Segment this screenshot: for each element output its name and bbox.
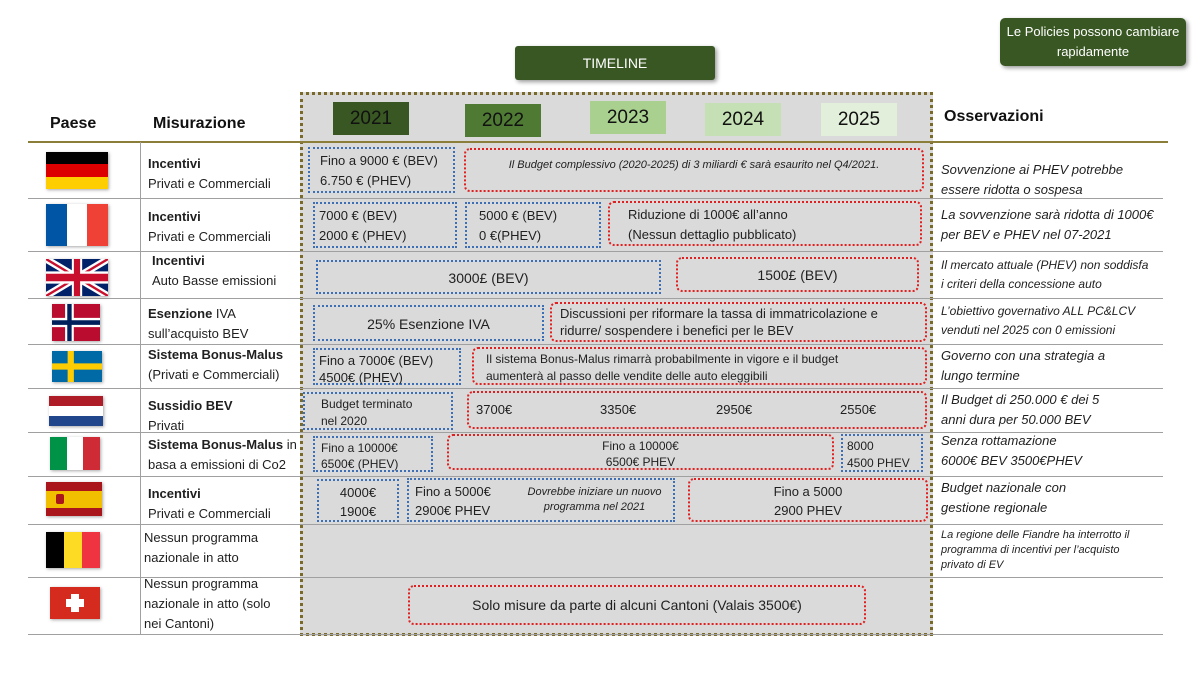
measure-italy (148, 435, 308, 475)
header-country: Paese (50, 115, 97, 132)
cell-text: Riduzione di 1000€ all’anno (628, 207, 788, 222)
measure-text: Nessun programma (144, 530, 259, 545)
cell-spain-2024-2025 (688, 478, 928, 522)
cell-uk-2024-2025 (676, 257, 919, 292)
observation-text: La regione delle Fiandre ha interrotto il (941, 529, 1130, 541)
observation-text: privato di EV (941, 559, 1004, 571)
timeline-label: TIMELINE (515, 46, 715, 80)
year-2021: 2021 (333, 102, 409, 135)
row-divider (28, 298, 1163, 299)
cell-text: aumenterà al passo delle vendite delle auto eleggibili (486, 369, 768, 383)
measure-netherlands (148, 396, 308, 436)
observation-text: La sovvenzione sarà ridotta di 1000€ (941, 207, 1154, 222)
row-divider (28, 524, 1163, 525)
observation-text: i criteri della concessione auto (941, 277, 1102, 291)
year-2025: 2025 (821, 103, 897, 136)
cell-text: Dovrebbe iniziare un nuovo (527, 486, 662, 498)
cell-italy-2025 (841, 434, 923, 472)
cell-text: programma nel 2021 (543, 501, 646, 513)
cell-text: 5000 € (BEV) (479, 208, 558, 223)
measure-text: (Privati e Commerciali) (148, 367, 280, 382)
measure-text: basa a emissioni di Co2 (148, 457, 287, 472)
belgium-flag (46, 532, 100, 568)
netherlands-2023-value: 3350€ (600, 402, 637, 417)
measure-uk (152, 251, 312, 291)
cell-france-2022 (465, 202, 601, 248)
france-flag (46, 204, 108, 246)
measure-text: nazionale in atto (144, 550, 239, 565)
measure-bold: Incentivi (148, 209, 201, 224)
cell-text: Fino a 5000 (773, 484, 843, 499)
observation-netherlands (941, 390, 1191, 430)
measure-bold: Incentivi (148, 156, 201, 171)
measure-spain (148, 484, 308, 524)
cell-text: Il sistema Bonus-Malus rimarrà probabilmente in vigore e il budget (486, 352, 839, 366)
measure-text: Auto Basse emissioni (152, 273, 277, 288)
measure-france (148, 207, 308, 247)
measure-bold: Incentivi (148, 486, 201, 501)
observation-text: anni dura per 50.000 BEV (941, 412, 1091, 427)
cell-text: Fino a 10000€ (602, 439, 679, 453)
observation-text: L’obiettivo governativo ALL PC&LCV (941, 304, 1136, 318)
cell-norway-2021-2022 (313, 305, 544, 341)
header-measure: Misurazione (153, 115, 246, 132)
measure-bold: Esenzione (148, 306, 213, 321)
header-observations: Osservazioni (944, 108, 1044, 125)
cell-france-2023-2025 (608, 201, 922, 246)
measure-text: Privati e Commerciali (148, 229, 271, 244)
cell-text: 6.750 € (PHEV) (320, 173, 412, 188)
measure-text: nazionale in atto (solo (144, 596, 271, 611)
cell-text: 6500€ (PHEV) (321, 457, 399, 471)
spain-flag (46, 482, 102, 516)
year-2024: 2024 (705, 103, 781, 136)
cell-spain-2022-note (512, 485, 677, 515)
measure-text: nei Cantoni) (144, 616, 215, 631)
cell-text: nel 2020 (321, 414, 368, 428)
observation-text: gestione regionale (941, 500, 1048, 515)
observation-text: venduti nel 2025 con 0 emissioni (941, 323, 1116, 337)
observation-france (941, 205, 1191, 245)
cell-text: 4500€ (PHEV) (319, 370, 403, 385)
column-divider (140, 142, 141, 634)
cell-text: 3000£ (BEV) (448, 270, 529, 286)
observation-belgium (941, 528, 1191, 573)
cell-text: 25% Esenzione IVA (367, 316, 490, 332)
norway-flag (52, 304, 100, 341)
cell-text: 4500 PHEV (847, 456, 910, 470)
observation-text: 6000€ BEV 3500€PHEV (941, 453, 1082, 468)
observation-text: programma di incentivi per l’acquisto (941, 544, 1120, 556)
measure-bold: Sistema Bonus-Malus (148, 437, 284, 452)
cell-text: 6500€ PHEV (605, 455, 676, 469)
netherlands-flag (49, 396, 103, 426)
cell-text: 2900 PHEV (774, 503, 842, 518)
cell-text: Fino a 7000€ (BEV) (319, 353, 434, 368)
measure-belgium (144, 528, 304, 568)
cell-italy-2021 (313, 436, 433, 472)
cell-text: 1900€ (339, 504, 377, 519)
cell-text: (Nessun dettaglio pubblicato) (628, 227, 797, 242)
cell-text: Solo misure da parte di alcuni Cantoni (Valais 3500€) (472, 597, 802, 613)
cell-france-2021 (313, 202, 457, 248)
measure-text: sull’acquisto BEV (148, 326, 249, 341)
cell-text: 4000€ (339, 485, 377, 500)
measure-switzerland (144, 574, 304, 634)
cell-text: Fino a 9000 € (BEV) (320, 153, 438, 168)
header-divider (28, 141, 1168, 143)
observation-spain (941, 478, 1191, 518)
observation-sweden (941, 346, 1191, 386)
year-2023: 2023 (590, 101, 666, 134)
observation-text: Il Budget di 250.000 € dei 5 (941, 392, 1100, 407)
cell-italy-2022-2024 (447, 434, 834, 470)
cell-text: Budget terminato (321, 397, 413, 411)
observation-italy (941, 431, 1191, 471)
cell-text: Discussioni per riformare la tassa di immatricolazione e (560, 306, 878, 321)
italy-flag (50, 437, 100, 470)
netherlands-2024-value: 2950€ (716, 402, 753, 417)
observation-text: Senza rottamazione (941, 433, 1057, 448)
cell-text: 8000 (847, 439, 874, 453)
row-divider (28, 388, 1163, 389)
observation-text: lungo termine (941, 368, 1020, 383)
cell-text: 1500£ (BEV) (757, 267, 838, 283)
cell-text: 0 €(PHEV) (479, 228, 542, 243)
measure-bold: Sistema Bonus-Malus (148, 347, 284, 362)
observation-text: Budget nazionale con (941, 480, 1067, 495)
cell-text: Fino a 5000€ (415, 484, 491, 499)
measure-bold: Incentivi (152, 253, 205, 268)
uk-flag (46, 259, 108, 296)
cell-uk-2021-2022 (316, 260, 661, 294)
cell-text: 2900€ PHEV (415, 503, 491, 518)
observation-text: Il mercato attuale (PHEV) non soddisfa (941, 258, 1149, 272)
netherlands-2022-value: 3700€ (476, 402, 513, 417)
observation-text: Sovvenzione ai PHEV potrebbe (941, 162, 1124, 177)
policies-note-text: Le Policies possono cambiare rapidamente (1006, 24, 1180, 59)
measure-suffix: in (283, 437, 297, 452)
observation-germany (941, 160, 1191, 200)
cell-norway-2023-2025 (550, 302, 927, 342)
measure-text: Privati e Commerciali (148, 176, 271, 191)
cell-germany-2021 (308, 147, 455, 193)
cell-spain-2021 (317, 479, 399, 522)
observation-uk (941, 256, 1191, 294)
measure-text: Privati (148, 418, 185, 433)
cell-sweden-2021 (313, 348, 461, 385)
measure-germany (148, 154, 308, 194)
row-divider (28, 476, 1163, 477)
row-divider (28, 634, 1163, 635)
switzerland-flag (50, 587, 100, 619)
cell-text: Fino a 10000€ (321, 441, 398, 455)
measure-suffix: IVA (212, 306, 236, 321)
observation-text: per BEV e PHEV nel 07-2021 (941, 227, 1112, 242)
measure-text: Privati e Commerciali (148, 506, 271, 521)
cell-sweden-2022-2025 (472, 347, 927, 385)
cell-germany-budget (464, 148, 924, 192)
measure-norway (148, 304, 308, 344)
policies-note (1000, 18, 1186, 66)
year-2022: 2022 (465, 104, 541, 137)
observation-norway (941, 302, 1191, 340)
observation-text: Governo con una strategia a (941, 348, 1106, 363)
cell-netherlands-2021 (303, 392, 453, 430)
cell-text: 2000 € (PHEV) (319, 228, 407, 243)
cell-text: ridurre/ sospendere i benefici per le BEV (560, 323, 794, 338)
germany-flag (46, 152, 108, 189)
measure-sweden (148, 345, 308, 385)
measure-bold: Sussidio BEV (148, 398, 233, 413)
cell-switzerland-2022-2025 (408, 585, 866, 625)
netherlands-2025-value: 2550€ (840, 402, 877, 417)
sweden-flag (52, 351, 102, 382)
measure-text: Nessun programma (144, 576, 259, 591)
cell-text: 7000 € (BEV) (319, 208, 398, 223)
cell-text: Il Budget complessivo (2020-2025) di 3 miliardi € sarà esaurito nel Q4/2021. (508, 159, 880, 171)
observation-text: essere ridotta o sospesa (941, 182, 1083, 197)
